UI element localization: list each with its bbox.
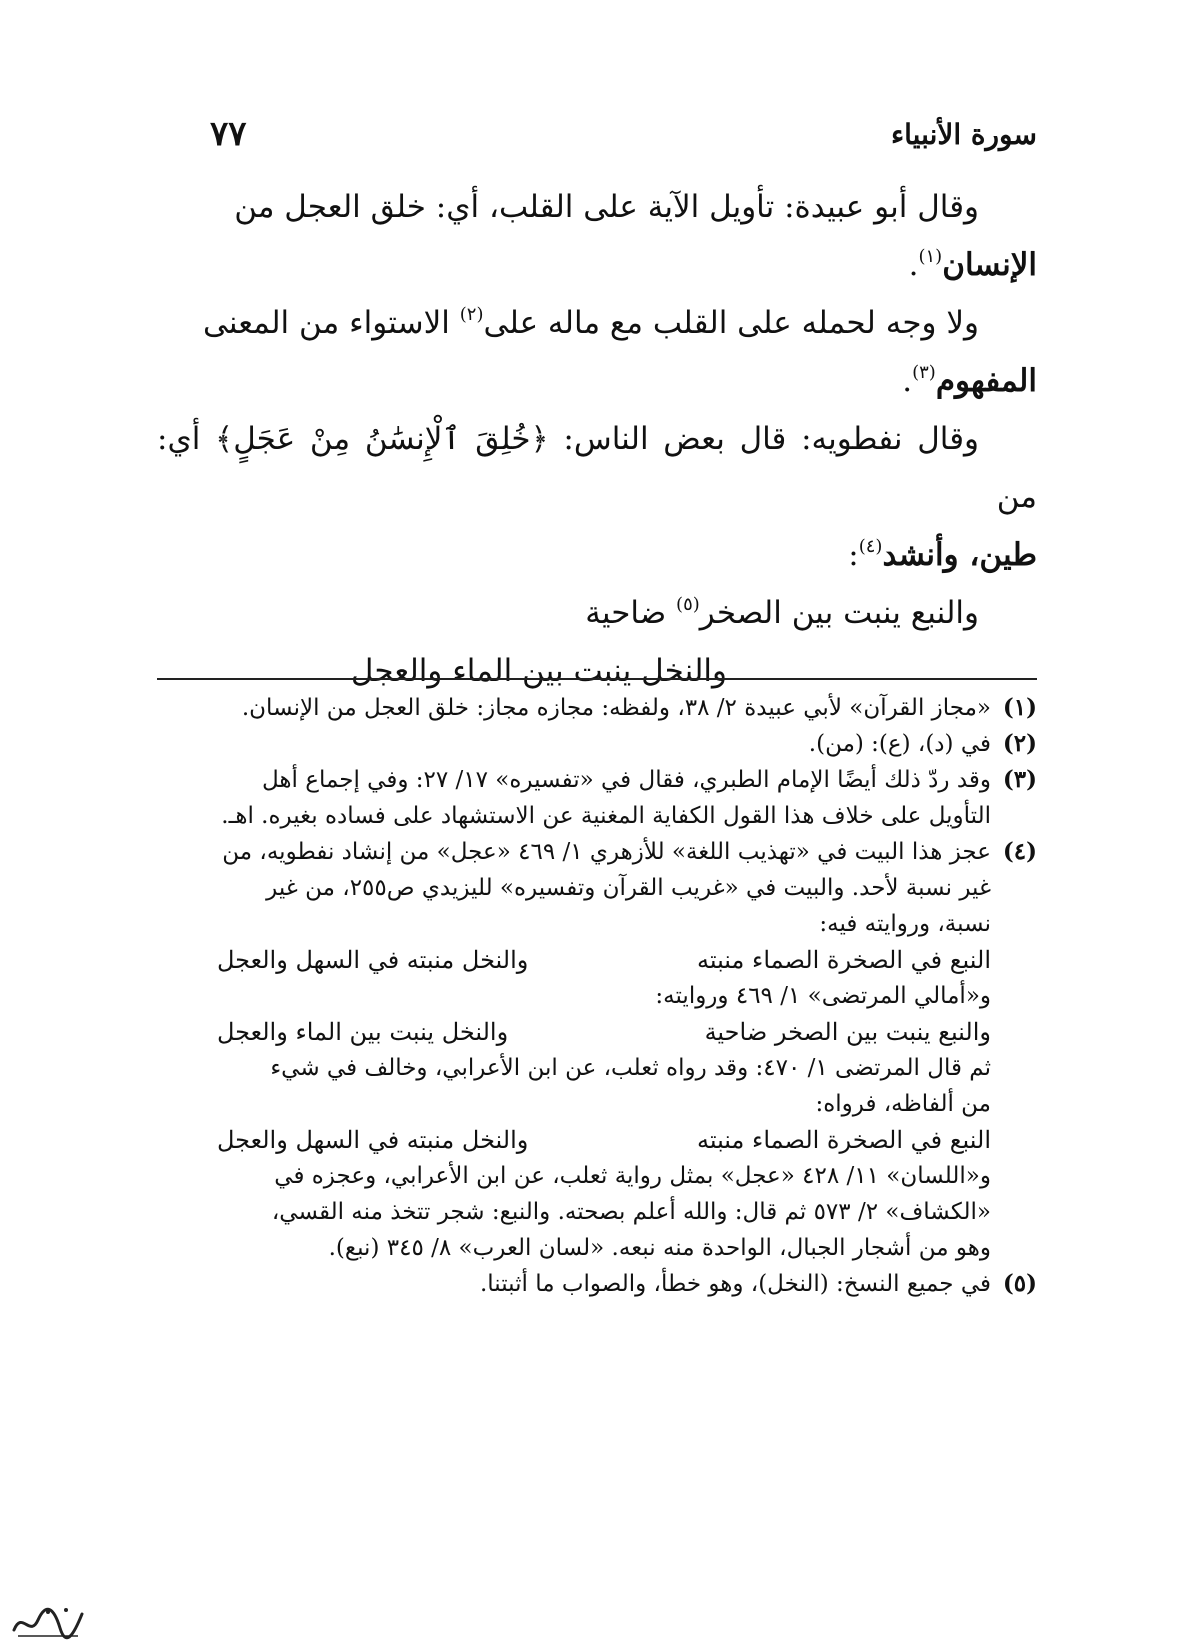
paragraph-text: وقال أبو عبيدة: تأويل الآية على القلب، أي: خلق العجل من bbox=[234, 189, 979, 225]
footnote-1 bbox=[157, 690, 1037, 726]
paragraph-text: وقال نفطويه: قال بعض الناس: ﴿خُلِقَ ٱلْإِنسَٰنُ مِنْ عَجَلٍ﴾ أي: من bbox=[157, 421, 1037, 515]
footnote-number: (٣) bbox=[1002, 766, 1037, 793]
paragraph-no-reason bbox=[157, 294, 1037, 352]
paragraph-text: . bbox=[908, 247, 919, 283]
footnote-ref[interactable]: (١) bbox=[918, 245, 943, 267]
footnote-text: من ألفاظه، فرواه: bbox=[815, 1091, 991, 1117]
paragraph-continuation bbox=[157, 526, 1037, 584]
paragraph-text: : bbox=[848, 537, 859, 573]
main-text bbox=[157, 178, 1037, 700]
poem-hemistich: والنبع ينبت بين الصخر ضاحية bbox=[704, 1018, 991, 1046]
poem-hemistich: النبع في الصخرة الصماء منبته bbox=[696, 946, 991, 974]
footnote-divider bbox=[157, 678, 1037, 680]
poem-hemistich: والنخل منبته في السهل والعجل bbox=[217, 1126, 529, 1154]
verse-second-half: والنخل ينبت بين الماء والعجل bbox=[350, 653, 727, 689]
footnote-text: وقد ردّ ذلك أيضًا الإمام الطبري، فقال في «تفسيره» ١٧/ ٢٧: وفي إجماع أهل bbox=[261, 767, 991, 793]
page-header bbox=[210, 114, 1037, 166]
footnotes bbox=[157, 690, 1037, 1302]
paragraph-niftawayh bbox=[157, 410, 1037, 526]
footnote-ref[interactable]: (٤) bbox=[858, 535, 883, 557]
paragraph-text: . bbox=[902, 363, 913, 399]
verse-text: ضاحية bbox=[585, 595, 677, 631]
footnote-text: «مجاز القرآن» لأبي عبيدة ٢/ ٣٨، ولفظه: مجازه مجاز: خلق العجل من الإنسان. bbox=[241, 695, 991, 721]
publisher-logo bbox=[8, 1600, 88, 1644]
footnote-ref[interactable]: (٢) bbox=[459, 303, 484, 325]
footnote-text: التأويل على خلاف هذا القول الكفاية المغنية عن الاستشهاد على فساده بغيره. اهـ. bbox=[221, 803, 991, 829]
footnote-ref[interactable]: (٣) bbox=[912, 361, 936, 383]
footnote-4 bbox=[157, 834, 1037, 1266]
footnote-3 bbox=[157, 762, 1037, 834]
poem-hemistich: والنخل منبته في السهل والعجل bbox=[217, 946, 529, 974]
footnote-text: و«اللسان» ١١/ ٤٢٨ «عجل» بمثل رواية ثعلب، عن ابن الأعرابي، وعجزه في bbox=[274, 1163, 991, 1189]
footnote-text: عجز هذا البيت في «تهذيب اللغة» للأزهري ١/ ٤٦٩ «عجل» من إنشاد نفطويه، من bbox=[222, 839, 991, 865]
footnote-text: «الكشاف» ٢/ ٥٧٣ ثم قال: والله أعلم بصحته. والنبع: شجر تتخذ منه القسي، bbox=[271, 1199, 991, 1225]
footnote-text: و«أمالي المرتضى» ١/ ٤٦٩ وروايته: bbox=[655, 983, 991, 1009]
paragraph-text: المفهوم bbox=[935, 363, 1037, 399]
poem-hemistich: النبع في الصخرة الصماء منبته bbox=[696, 1126, 991, 1154]
verse-first-half bbox=[157, 584, 1037, 642]
page-number: ٧٧ bbox=[210, 114, 247, 154]
poem-verse bbox=[157, 584, 1037, 700]
footnote-text: وهو من أشجار الجبال، الواحدة منه نبعه. «لسان العرب» ٨/ ٣٤٥ (نبع). bbox=[328, 1235, 991, 1261]
footnote-poem bbox=[157, 1122, 991, 1158]
poem-hemistich: والنخل ينبت بين الماء والعجل bbox=[217, 1018, 509, 1046]
footnote-poem bbox=[157, 1014, 991, 1050]
paragraph-text: الإنسان bbox=[942, 247, 1037, 283]
footnote-2 bbox=[157, 726, 1037, 762]
footnote-number: (٢) bbox=[1002, 730, 1037, 757]
footnote-number: (١) bbox=[1002, 694, 1037, 721]
paragraph-continuation bbox=[157, 236, 1037, 294]
footnote-text: في (د)، (ع): (من). bbox=[808, 731, 991, 757]
footnote-poem bbox=[157, 942, 991, 978]
paragraph-text: طين، وأنشد bbox=[882, 537, 1037, 573]
paragraph-text: الاستواء من المعنى bbox=[203, 305, 460, 341]
surah-title: سورة الأنبياء bbox=[890, 118, 1037, 151]
footnote-text: ثم قال المرتضى ١/ ٤٧٠: وقد رواه ثعلب، عن ابن الأعرابي، وخالف في شيء bbox=[270, 1055, 991, 1081]
footnote-text: في جميع النسخ: (النخل)، وهو خطأ، والصواب ما أثبتنا. bbox=[479, 1271, 991, 1297]
paragraph-continuation bbox=[157, 352, 1037, 410]
footnote-text: غير نسبة لأحد. والبيت في «غريب القرآن وتفسيره» لليزيدي ص٢٥٥، من غير bbox=[266, 875, 991, 901]
footnote-text: نسبة، وروايته فيه: bbox=[819, 911, 991, 937]
footnote-number: (٥) bbox=[1002, 1270, 1037, 1297]
paragraph-abu-ubaida bbox=[157, 178, 1037, 236]
footnote-number: (٤) bbox=[1002, 838, 1037, 865]
paragraph-text: ولا وجه لحمله على القلب مع ماله على bbox=[483, 305, 979, 341]
verse-text: والنبع ينبت بين الصخر bbox=[699, 595, 979, 631]
footnote-ref[interactable]: (٥) bbox=[676, 593, 700, 615]
footnote-5 bbox=[157, 1266, 1037, 1302]
